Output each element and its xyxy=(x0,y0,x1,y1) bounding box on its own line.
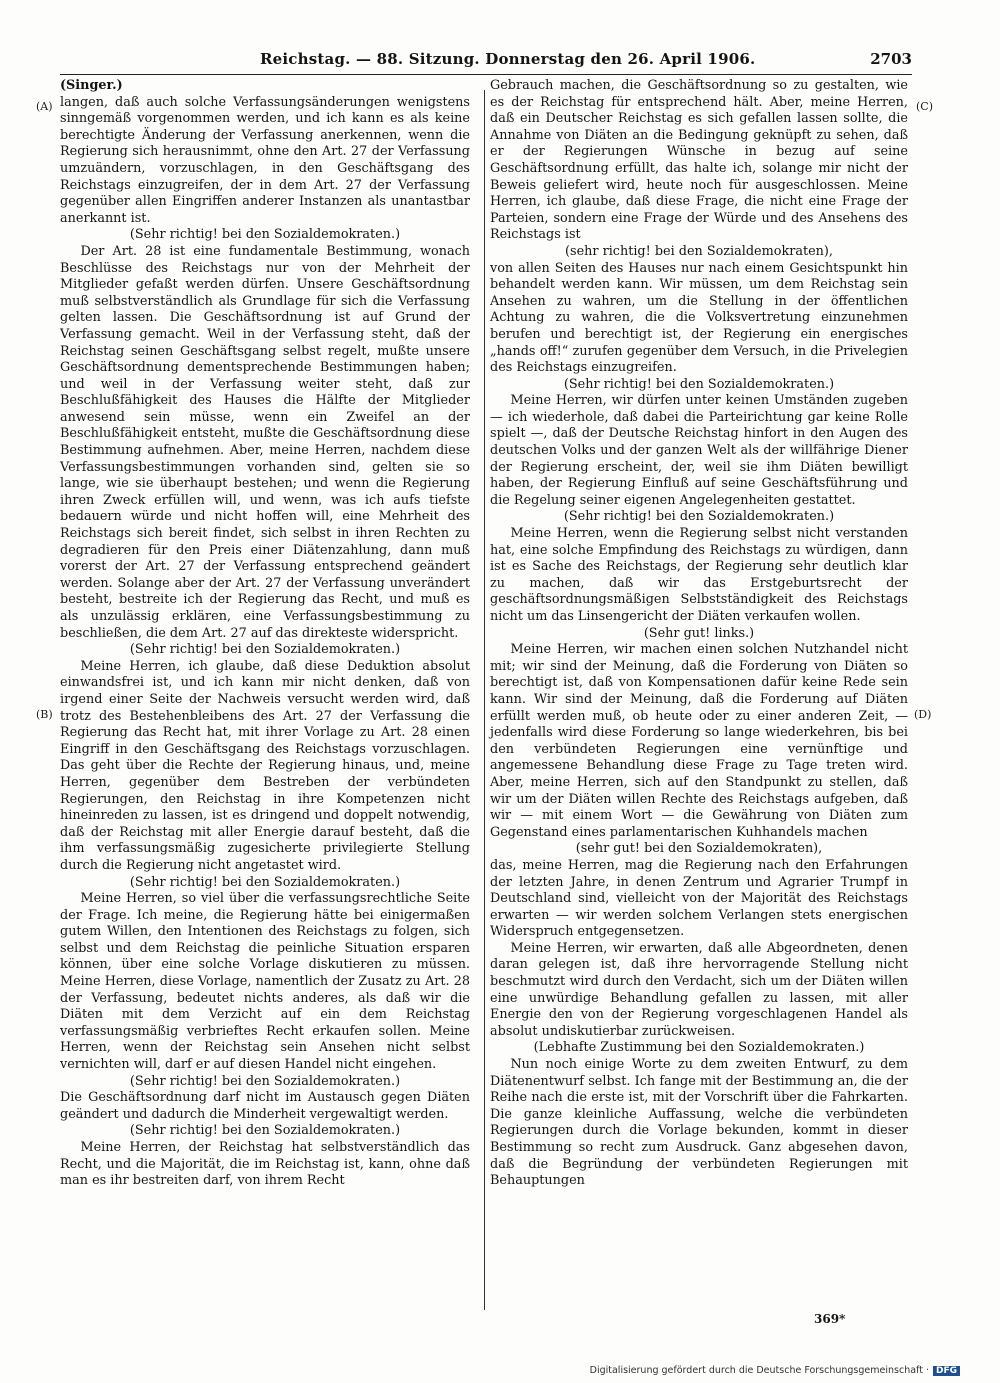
printer-signature: 369* xyxy=(814,1312,846,1326)
paragraph: Meine Herren, der Reichstag hat selbstverständlich das Recht, und die Majorität, die im Reichstag ist, kann, ohne daß man es ihr bestreiten darf, von ihrem Recht xyxy=(60,1140,470,1189)
dfg-logo: DFG xyxy=(933,1366,960,1376)
speaker-name: (Singer.) xyxy=(60,78,123,93)
column-divider xyxy=(484,90,485,1310)
margin-mark-a: (A) xyxy=(36,100,53,113)
footer-text: Digitalisierung gefördert durch die Deutsche Forschungsgemeinschaft · xyxy=(589,1365,929,1376)
interjection: (Lebhafte Zustimmung bei den Sozialdemokraten.) xyxy=(533,1040,865,1056)
margin-mark-c: (C) xyxy=(916,100,933,113)
right-column xyxy=(490,78,908,1190)
paragraph: Der Art. 28 ist eine fundamentale Bestimmung, wonach Beschlüsse des Reichstags nur von der Mehrheit der Mitglieder gefaßt werden dürfen. Unsere Geschäftsordnung muß selbstverständlich als Grundlage für sich die Verfassung gelten lassen. Die Geschäftsordnung ist auf Grund der Verfassung gemacht. Weil in der Verfassung steht, daß der Reichstag seinen Geschäftsgang selbst regelt, mußte unsere Geschäftsordnung dementsprechende Bestimmungen haben; und weil in der Verfassung weiter steht, daß zur Beschlußfähigkeit des Hauses die Hälfte der Mitglieder anwesend sein müsse, wenn ein Zweifel an der Beschlußfähigkeit entsteht, mußte die Geschäftsordnung diese Bestimmung aufnehmen. Aber, meine Herren, nachdem diese Verfassungsbestimmungen vorhanden sind, gelten sie so lange, wie sie überhaupt bestehen; und wenn die Regierung ihren Zweck erfüllen will, und wenn, was ich aufs tiefste bedauern würde und nicht hoffen will, eine Mehrheit des Reichstags sich bereit findet, sich selbst in ihren Rechten zu degradieren für den Preis einer Diätenzahlung, dann muß vorerst der Art. 27 der Verfassung entsprechend geändert werden. Solange aber der Art. 27 der Verfassung unverändert besteht, bestreite ich der Regierung das Recht, und muß es als unzulässig erklären, eine Verfassungsbestimmung zu beschließen, die dem Art. 27 auf das direkteste widerspricht. xyxy=(60,243,470,641)
margin-mark-b: (B) xyxy=(36,708,53,721)
paragraph: das, meine Herren, mag die Regierung nach den Erfahrungen der letzten Jahre, in denen Zentrum und Agrarier Trumpf in Deutschland sind, vielleicht von der Majorität des Reichstags erwarten — wir werden solchem Verlangen stets energischen Widerspruch entgegensetzen. xyxy=(490,857,908,940)
header-title: Reichstag. — 88. Sitzung. Donnerstag den 26. April 1906. xyxy=(260,50,756,68)
paragraph: Meine Herren, wir machen einen solchen Nutzhandel nicht mit; wir sind der Meinung, daß die Forderung von Diäten so berechtigt ist, daß von Kompensationen dafür keine Rede sein kann. Wir sind der Meinung, daß die Forderung auf Diäten erfüllt werden muß, ob heute oder zu einer anderen Zeit, — jedenfalls wird diese Forderung so lange wiederkehren, bis bei den verbündeten Regierungen eine vernünftige und angemessene Behandlung diese Frage zu Tage treten wird. Aber, meine Herren, sich auf den Standpunkt zu stellen, daß wir um der Diäten willen Rechte des Reichstags aufgeben, daß wir — mit einem Wort — die Gewährung von Diäten zum Gegenstand eines parlamentarischen Kuhhandels machen xyxy=(490,642,908,840)
interjection: (Sehr richtig! bei den Sozialdemokraten.) xyxy=(563,376,835,392)
paragraph: Meine Herren, wir erwarten, daß alle Abgeordneten, denen daran gelegen ist, daß ihre hervorragende Stellung nicht beschmutzt wird durch den Verdacht, sich um der Diäten willen eine unwürdige Behandlung gefallen zu lassen, mit aller Energie den von der Regierung vorgeschlagenen Handel als absolut undiskutierbar zurückweisen. xyxy=(490,940,908,1039)
interjection: (Sehr richtig! bei den Sozialdemokraten.) xyxy=(129,227,401,243)
paragraph: Meine Herren, wir dürfen unter keinen Umständen zugeben — ich wiederhole, daß dabei die Parteirichtung gar keine Rolle spielt —, daß der Deutsche Reichstag hinfort in den Augen des deutschen Volks und der ganzen Welt als der willfährige Diener der Regierung erscheint, der, weil sie ihm Diäten bewilligt haben, der Regierung Einfluß auf seine Geschäftsführung und die Regelung seiner eigenen Angelegenheiten gestattet. xyxy=(490,393,908,508)
interjection: (Sehr richtig! bei den Sozialdemokraten.) xyxy=(563,509,835,525)
paragraph: Meine Herren, ich glaube, daß diese Deduktion absolut einwandsfrei ist, und ich kann mir nicht denken, daß von irgend einer Seite der Nachweis versucht werden wird, daß trotz des Bestehenbleibens des Art. 27 der Verfassung die Regierung das Recht hat, mit ihrer Vorlage zu Art. 28 einen Eingriff in den Geschäftsgang des Reichstags vorzuschlagen. Das geht über die Rechte der Regierung hinaus, und, meine Herren, gegenüber dem Bestreben der verbündeten Regierungen, den Reichstag in ihre Kompetenzen nicht hineinreden zu lassen, ist es dringend und doppelt notwendig, daß der Reichstag mit aller Energie darauf besteht, daß die ihm verfassungsmäßig zugesicherte privilegierte Stellung durch die Regierung nicht angetastet wird. xyxy=(60,658,470,873)
interjection: (Sehr richtig! bei den Sozialdemokraten.) xyxy=(129,1123,401,1139)
paragraph: Nun noch einige Worte zu dem zweiten Entwurf, zu dem Diätenentwurf selbst. Ich fange mit der Bestimmung an, die der Reihe nach die erste ist, mit der Vorschrift über die Fahrkarten. Die ganze kleinliche Auffassung, welche die verbündeten Regierungen durch die Vorlage bekunden, kommt in dieser Bestimmung so recht zum Ausdruck. Ganz abgesehen davon, daß die Begründung der verbündeten Regierungen mit Behauptungen xyxy=(490,1057,908,1189)
page-number: 2703 xyxy=(870,50,912,68)
paragraph: Meine Herren, so viel über die verfassungsrechtliche Seite der Frage. Ich meine, die Regierung hätte bei einigermaßen gutem Willen, den Intentionen des Reichstags zu folgen, sich selbst und dem Reichstag die peinliche Situation ersparen können, über eine solche Vorlage diskutieren zu müssen. Meine Herren, diese Vorlage, namentlich der Zusatz zu Art. 28 der Verfassung, bedeutet nichts anderes, als daß wir die Diäten mit dem Verzicht auf ein dem Reichstag verfassungsmäßig verbrieftes Recht erkaufen sollen. Meine Herren, wenn der Reichstag sein Ansehen nicht selbst vernichten will, darf er auf diesen Handel nicht eingehen. xyxy=(60,891,470,1073)
margin-mark-d: (D) xyxy=(914,708,932,721)
left-column xyxy=(60,78,470,1190)
interjection: (Sehr richtig! bei den Sozialdemokraten.) xyxy=(129,1073,401,1089)
paragraph: Die Geschäftsordnung darf nicht im Austausch gegen Diäten geändert und dadurch die Minderheit vergewaltigt werden. xyxy=(60,1090,470,1122)
interjection: (Sehr richtig! bei den Sozialdemokraten.) xyxy=(129,642,401,658)
interjection: (sehr richtig! bei den Sozialdemokraten), xyxy=(565,243,833,259)
interjection: (sehr gut! bei den Sozialdemokraten), xyxy=(575,841,823,857)
running-header xyxy=(60,50,912,74)
interjection: (Sehr gut! links.) xyxy=(643,625,755,641)
paragraph: langen, daß auch solche Verfassungsänderungen wenigstens sinngemäß vorgenommen werden, und ich kann es als keine berechtigte Änderung der Verfassung anerkennen, wenn die Regierung sich herausnimmt, ohne den Art. 27 der Verfassung umzuändern, vorzuschlagen, in den Geschäftsgang des Reichstags einzugreifen, der in dem Art. 27 der Verfassung gegenüber allen Eingriffen anderer Instanzen als unantastbar anerkannt ist. xyxy=(60,94,470,226)
header-rule xyxy=(60,74,912,75)
paragraph: Meine Herren, wenn die Regierung selbst nicht verstanden hat, eine solche Empfindung des Reichstags zu würdigen, dann ist es Sache des Reichstags, der Regierung sehr deutlich klar zu machen, daß wir das Erstgeburtsrecht der geschäftsordnungsmäßigen Selbstständigkeit des Reichstags nicht um das Linsengericht der Diäten verkaufen wollen. xyxy=(490,526,908,624)
digitization-footer xyxy=(590,1365,960,1376)
paragraph: Gebrauch machen, die Geschäftsordnung so zu gestalten, wie es der Reichstag für entsprechend hält. Aber, meine Herren, daß ein Deutscher Reichstag es sich gefallen lassen sollte, die Annahme von Diäten an die Bedingung geknüpft zu sehen, daß er der Regierungen Wünsche in bezug auf seine Geschäftsordnung erfüllt, das halte ich, solange mir nicht der Beweis geliefert wird, heute noch für ausgeschlossen. Meine Herren, ich glaube, daß diese Frage, die nicht eine Frage der Parteien, sondern eine Frage der Würde und des Ansehens des Reichstags ist xyxy=(490,78,908,243)
interjection: (Sehr richtig! bei den Sozialdemokraten.) xyxy=(129,874,401,890)
paragraph: von allen Seiten des Hauses nur nach einem Gesichtspunkt hin behandelt werden kann. Wir müssen, um dem Reichstag sein Ansehen zu wahren, um die Stellung in der öffentlichen Achtung zu wahren, die die Volksvertretung einzunehmen berufen und berechtigt ist, der Regierung ein energisches „hands off!“ zurufen gegenüber dem Versuch, in die Privelegien des Reichstags einzugreifen. xyxy=(490,260,908,376)
